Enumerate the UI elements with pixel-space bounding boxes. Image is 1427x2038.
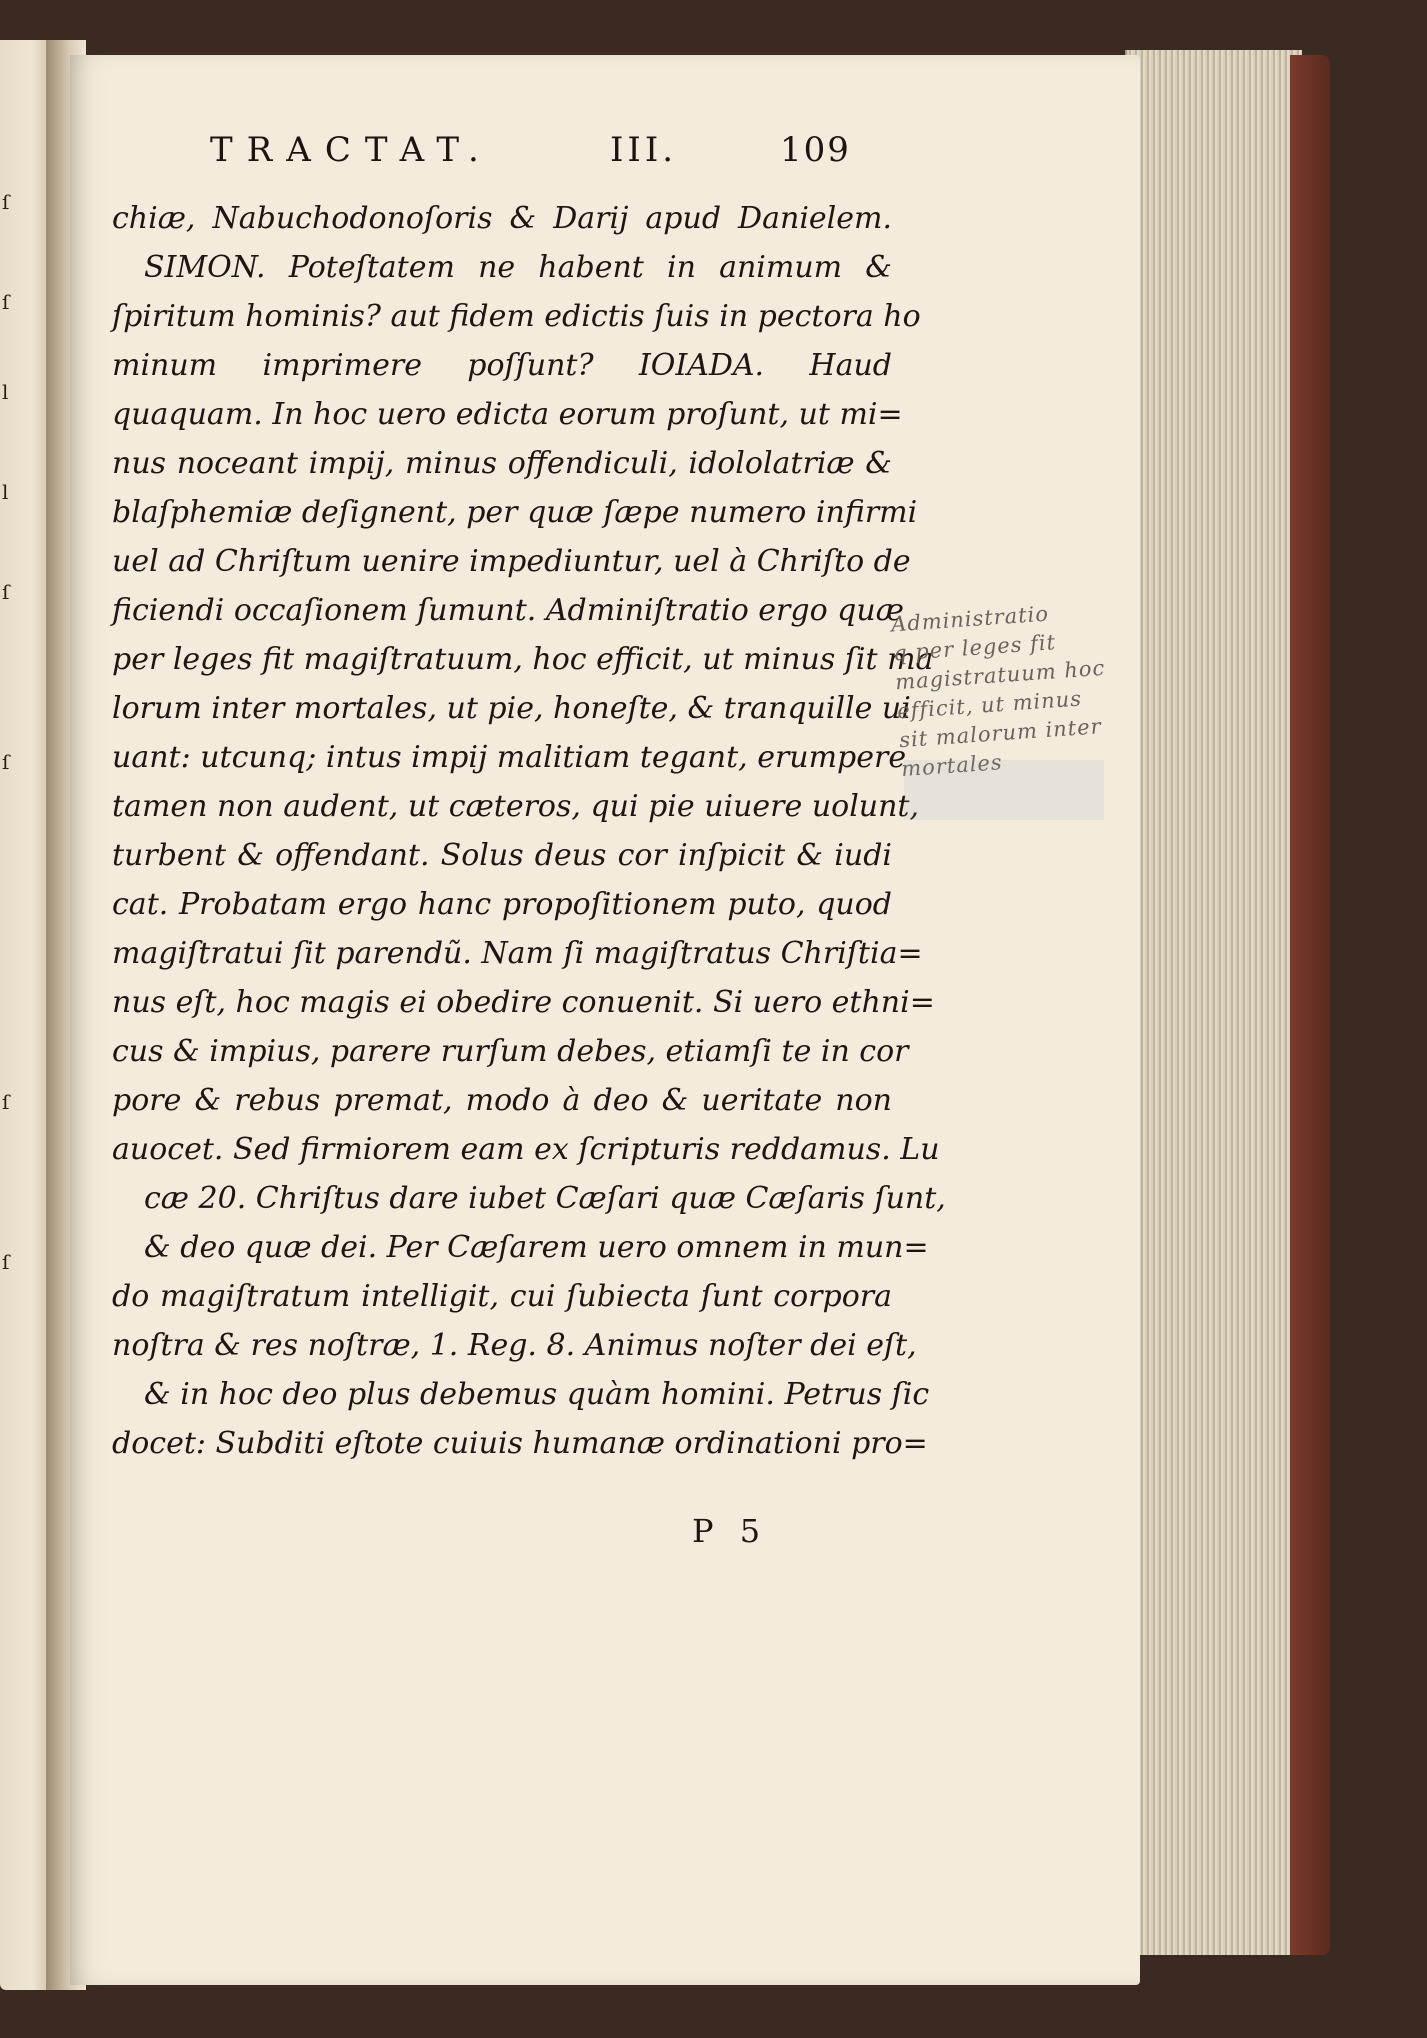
text-line: cus & impius, parere rurſum debes, etiamſi te in cor xyxy=(112,1034,909,1069)
text-line: tamen non audent, ut cæteros, qui pie uiuere uolunt, xyxy=(112,789,920,824)
facing-page-glyph: l xyxy=(2,380,9,404)
marginal-note-line: mortales xyxy=(900,750,1004,782)
book-cover-edge xyxy=(1290,55,1330,1955)
text-line: nus noceant impij, minus offendiculi, idololatriæ & xyxy=(112,446,892,481)
text-line: docet: Subditi eſtote cuiuis humanæ ordinationi pro= xyxy=(112,1426,928,1461)
text-line: & in hoc deo plus debemus quàm homini. Petrus ſic xyxy=(144,1377,930,1412)
running-head-title: TRACTAT. xyxy=(210,130,493,170)
text-line: minum imprimere poſſunt? IOIADA. Haud xyxy=(112,348,892,383)
facing-page-glyph: ſ xyxy=(2,1250,10,1274)
marginal-note-line: q per leges fit xyxy=(892,630,1057,666)
handwritten-marginal-note xyxy=(890,594,1142,784)
marginal-note-line: Administratio xyxy=(890,601,1050,637)
text-line: uel ad Chriſtum uenire impediuntur, uel à Chriſto de xyxy=(112,544,911,579)
facing-page-glyph: ſ xyxy=(2,750,10,774)
text-line: turbent & offendant. Solus deus cor inſpicit & iudi xyxy=(112,838,892,873)
text-line: noſtra & res noſtræ, 1. Reg. 8. Animus noſter dei eſt, xyxy=(112,1328,917,1363)
text-line: ſpiritum hominis? aut fidem edictis ſuis in pectora ho xyxy=(112,299,921,334)
facing-page-glyph: ſ xyxy=(2,1090,10,1114)
page-edges xyxy=(1125,50,1302,1955)
text-line: uant: utcunq; intus impij malitiam tegant, erumpere xyxy=(112,740,907,775)
text-line: nus eſt, hoc magis ei obedire conuenit. Si uero ethni= xyxy=(112,985,935,1020)
signature-mark: P 5 xyxy=(692,1512,769,1550)
text-line: SIMON. Poteſtatem ne habent in animum & xyxy=(144,250,892,285)
text-line: auocet. Sed firmiorem eam ex ſcripturis reddamus. Lu xyxy=(112,1132,940,1167)
facing-page-glyph: l xyxy=(2,480,9,504)
facing-page-glyph: ſ xyxy=(2,190,10,214)
running-head-part: III. xyxy=(610,130,678,170)
text-line: do magiſtratum intelligit, cui ſubiecta ſunt corpora xyxy=(112,1279,892,1314)
marginal-note-line: magistratuum hoc xyxy=(894,655,1106,695)
text-line: cat. Probatam ergo hanc propoſitionem puto, quod xyxy=(112,887,892,922)
marginal-note-line: efficit, ut minus xyxy=(896,686,1083,724)
facing-page-glyph: ſ xyxy=(2,580,10,604)
body-text xyxy=(112,194,946,1468)
marginal-note-line: sit malorum inter xyxy=(898,714,1103,753)
text-line: pore & rebus premat, modo à deo & ueritate non xyxy=(112,1083,892,1118)
text-line: & deo quæ dei. Per Cæſarem uero omnem in mun= xyxy=(144,1230,929,1265)
text-line: ficiendi occaſionem ſumunt. Adminiſtratio ergo quæ xyxy=(112,593,904,628)
text-line: quaquam. In hoc uero edicta eorum proſunt, ut mi= xyxy=(112,397,903,432)
text-line: cæ 20. Chriſtus dare iubet Cæſari quæ Cæſaris ſunt, xyxy=(144,1181,946,1216)
running-head xyxy=(210,130,870,180)
text-line: chiæ, Nabuchodonoſoris & Darij apud Danielem. xyxy=(112,201,892,236)
text-line: magiſtratui ſit parendũ. Nam ſi magiſtratus Chriſtia= xyxy=(112,936,923,971)
facing-page-glyph: ſ xyxy=(2,290,10,314)
text-line: per leges fit magiſtratuum, hoc efficit, ut minus ſit ma xyxy=(112,642,934,677)
ink-offset-stain xyxy=(904,760,1104,820)
text-line: blaſphemiæ deſignent, per quæ ſæpe numero infirmi xyxy=(112,495,918,530)
page-number: 109 xyxy=(780,130,851,170)
text-line: lorum inter mortales, ut pie, honeſte, & tranquille ui xyxy=(112,691,911,726)
